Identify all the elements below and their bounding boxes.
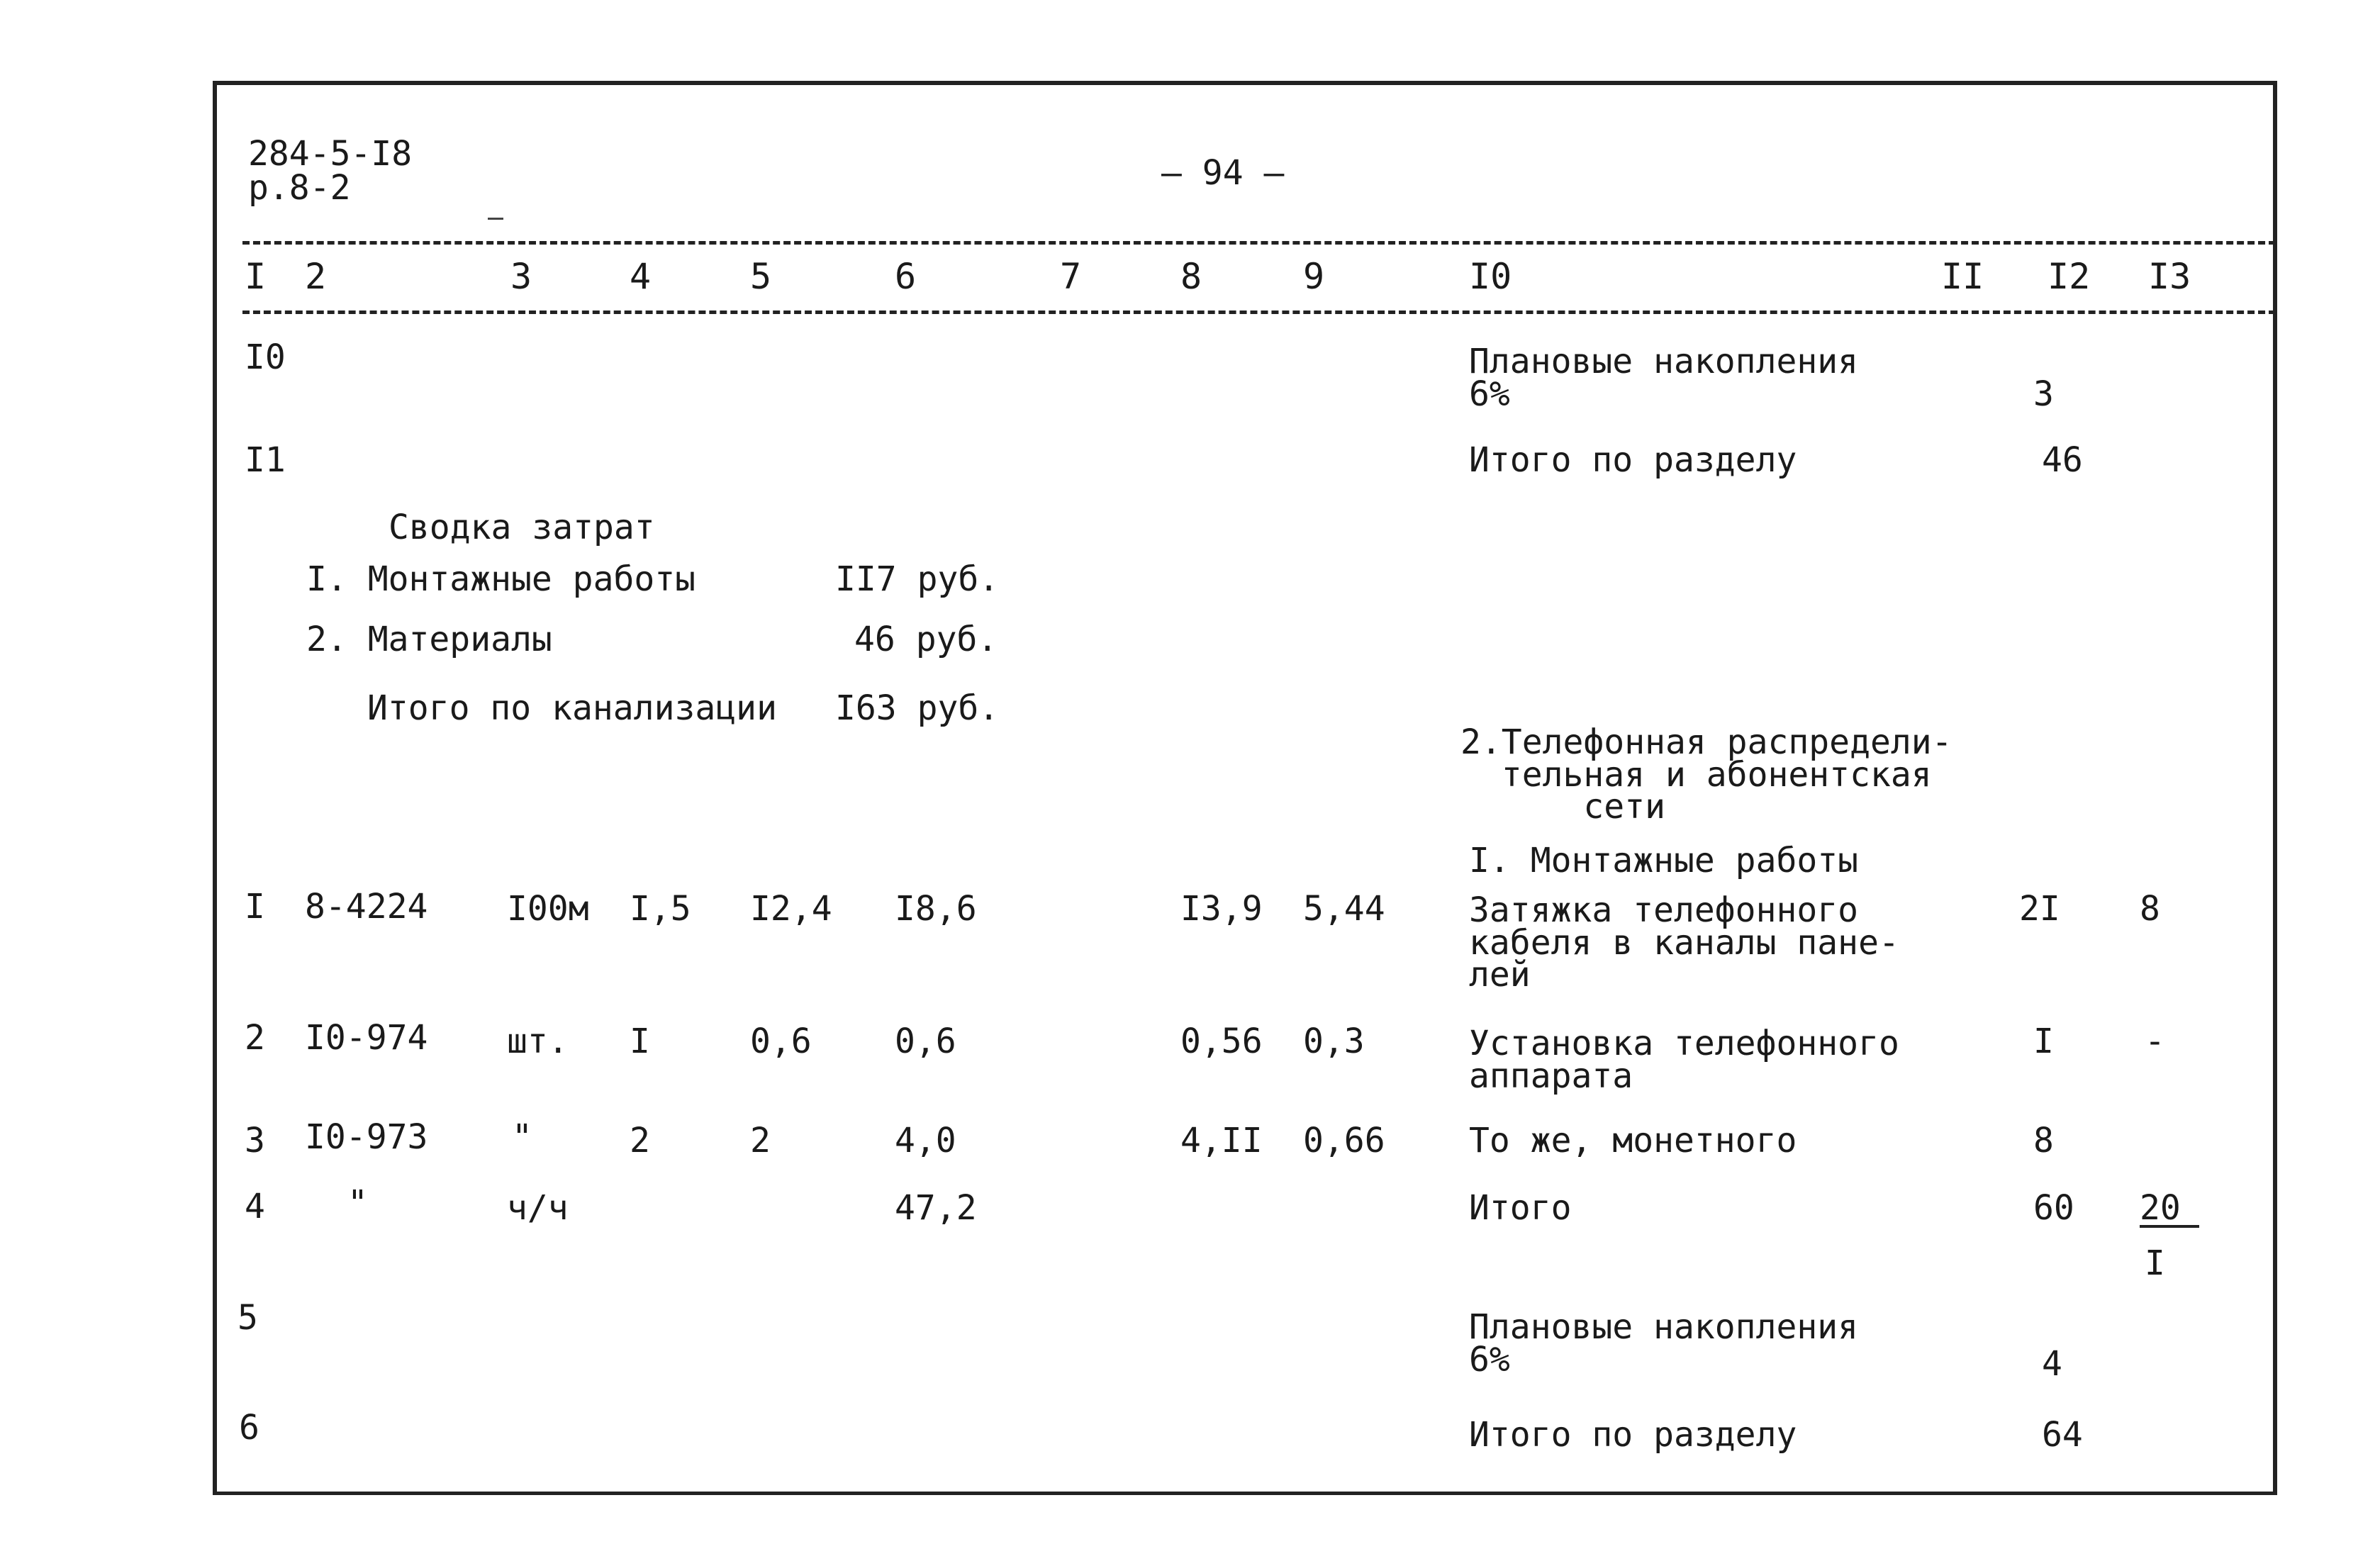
cell-quantity: 2 — [630, 1121, 650, 1160]
cell-col9: 0,66 — [1303, 1121, 1385, 1160]
column-header: II — [1941, 256, 1984, 297]
cell-code: I0-974 — [305, 1018, 428, 1058]
column-header: I0 — [1469, 256, 1512, 297]
cell-col6: 47,2 — [895, 1188, 977, 1228]
column-header: 5 — [750, 256, 772, 297]
summary-total-label: Итого по канализации — [367, 688, 777, 728]
cell-col5: I2,4 — [750, 889, 832, 929]
cell-col12: 4 — [2042, 1344, 2062, 1384]
cell-col12: 46 — [2042, 440, 2083, 480]
summary-title: Сводка затрат — [389, 508, 655, 547]
row-description: Итого — [1469, 1188, 1572, 1228]
row-description: Плановые накопления 6% — [1469, 342, 1859, 414]
cell-unit: шт. — [507, 1022, 569, 1061]
cell-code: 8-4224 — [305, 887, 428, 927]
cell-col8: 4,II — [1180, 1121, 1263, 1160]
stray-mark — [488, 218, 503, 220]
section-title: 2.Телефонная распредели- тельная и абонентская сети — [1460, 722, 1952, 827]
summary-item-label: I. Монтажные работы — [306, 559, 696, 599]
cell-col12: 64 — [2042, 1415, 2083, 1455]
summary-total-amount: I63 руб. — [835, 688, 1000, 728]
header-bottom-rule — [242, 310, 2276, 314]
column-header: 2 — [305, 256, 327, 297]
column-header: 7 — [1060, 256, 1082, 297]
cell-col13-numerator: 20 — [2140, 1191, 2199, 1228]
cell-col12: 3 — [2033, 374, 2054, 414]
column-header: I2 — [2047, 256, 2091, 297]
row-number: I0 — [245, 337, 286, 377]
row-description: Установка телефонного аппарата — [1469, 1024, 1899, 1096]
cell-col6: I8,6 — [895, 889, 977, 929]
cell-code: " — [347, 1183, 368, 1223]
cell-col9: 0,3 — [1303, 1022, 1365, 1061]
column-header: 8 — [1180, 256, 1202, 297]
row-number: I1 — [245, 440, 286, 480]
column-header: 9 — [1303, 256, 1325, 297]
row-description: То же, монетного — [1469, 1121, 1797, 1160]
cell-unit: " — [512, 1117, 532, 1157]
cell-unit: ч/ч — [507, 1188, 569, 1228]
row-number: I — [245, 887, 265, 927]
row-number: 5 — [238, 1298, 258, 1338]
column-header: I — [245, 256, 267, 297]
cell-quantity: I — [630, 1022, 650, 1061]
cell-col13: - — [2145, 1022, 2165, 1061]
cell-col12: 60 — [2033, 1188, 2074, 1228]
cell-col5: 2 — [750, 1121, 771, 1160]
row-description: Затяжка телефонного кабеля в каналы пане- лей — [1469, 890, 1899, 995]
column-header: 6 — [895, 256, 917, 297]
row-number: 2 — [245, 1018, 265, 1058]
header-top-rule — [242, 241, 2276, 245]
row-number: 3 — [245, 1121, 265, 1160]
column-header: I3 — [2148, 256, 2191, 297]
cell-col8: 0,56 — [1180, 1022, 1263, 1061]
document-code: 284-5-I8 — [248, 134, 413, 174]
summary-item-amount: II7 руб. — [835, 559, 1000, 599]
cell-col12: I — [2033, 1022, 2054, 1061]
document-part: р.8-2 — [248, 168, 351, 208]
cell-col5: 0,6 — [750, 1022, 812, 1061]
column-header: 4 — [630, 256, 652, 297]
row-description: Плановые накопления 6% — [1469, 1307, 1859, 1380]
cell-quantity: I,5 — [630, 889, 691, 929]
section-subtitle: I. Монтажные работы — [1469, 841, 1859, 880]
column-header: 3 — [510, 256, 532, 297]
cell-col12: 2I — [2019, 889, 2060, 929]
summary-item-amount: 46 руб. — [854, 620, 998, 659]
cell-col6: 4,0 — [895, 1121, 956, 1160]
cell-unit: I00м — [507, 889, 589, 929]
summary-item-label: 2. Материалы — [306, 620, 552, 659]
cell-code: I0-973 — [305, 1117, 428, 1157]
cell-col12: 8 — [2033, 1121, 2054, 1160]
cell-col8: I3,9 — [1180, 889, 1263, 929]
row-description: Итого по разделу — [1469, 440, 1797, 480]
row-description: Итого по разделу — [1469, 1415, 1797, 1455]
row-number: 4 — [245, 1187, 265, 1226]
row-number: 6 — [239, 1408, 259, 1448]
page-number: — 94 — — [1161, 153, 1285, 193]
cell-col13-denominator: I — [2145, 1243, 2165, 1283]
cell-col13: 8 — [2140, 889, 2160, 929]
cell-col6: 0,6 — [895, 1022, 956, 1061]
cell-col9: 5,44 — [1303, 889, 1385, 929]
